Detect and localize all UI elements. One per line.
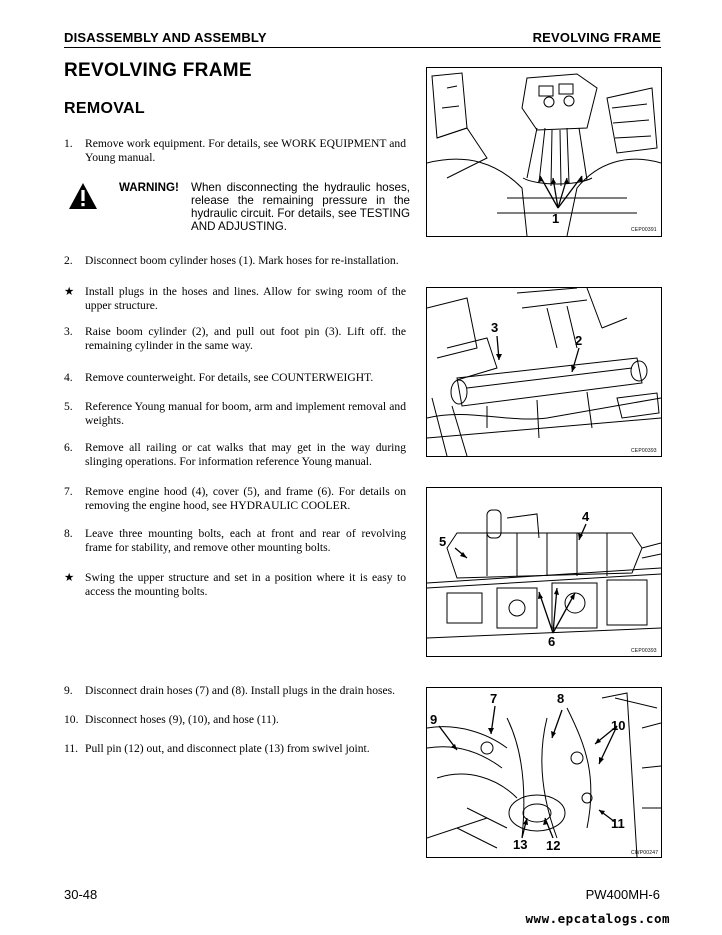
figure-code: CEP00391 (631, 227, 657, 233)
figure-callout: 1 (552, 211, 560, 226)
figure-swivel-joint (426, 687, 662, 858)
figure-illustration (427, 688, 661, 857)
figure-callout: 6 (548, 634, 556, 649)
step-text: Remove work equipment. For details, see WORK EQUIPMENT and Young manual. (85, 137, 406, 164)
step-text: Raise boom cylinder (2), and pull out foot pin (3). Lift off. the remaining cylinder in the same way. (85, 325, 406, 352)
step-number: 5. (64, 400, 73, 413)
page-title: REVOLVING FRAME (64, 60, 252, 81)
step-number: ★ (64, 285, 75, 298)
page-number: 30-48 (64, 887, 98, 902)
figure-callout: 11 (611, 816, 625, 831)
figure-callout: 5 (439, 534, 447, 549)
step-text: Swing the upper structure and set in a position where it is easy to access the mounting bolts. (85, 571, 406, 598)
figure-callout: 8 (557, 691, 565, 706)
figure-callout: 7 (490, 691, 498, 706)
step-item (64, 285, 406, 313)
figure-callout: 10 (611, 718, 626, 733)
figure-hose-connections (426, 67, 662, 237)
figure-code: CEP00393 (631, 448, 657, 454)
figure-boom-cylinder (426, 287, 662, 457)
warning-icon (68, 182, 98, 210)
step-item (64, 527, 406, 555)
step-item (64, 571, 406, 599)
figure-callout: 3 (491, 320, 499, 335)
warning-text: When disconnecting the hydraulic hoses, release the remaining pressure in the hydraulic circuit. For details, see TESTING AND ADJUSTING. (191, 181, 410, 233)
step-text: Install plugs in the hoses and lines. Allow for swing room of the upper structure. (85, 285, 406, 312)
figure-code: CWP00247 (631, 850, 659, 856)
step-item (64, 254, 406, 268)
step-number: 1. (64, 137, 73, 150)
figure-illustration (427, 288, 661, 456)
step-number: 6. (64, 441, 73, 454)
figure-callout: 13 (513, 837, 528, 852)
warning-block (64, 180, 410, 236)
header-topic: REVOLVING FRAME (532, 30, 661, 45)
step-item (64, 742, 406, 756)
step-text: Reference Young manual for boom, arm and implement removal and weights. (85, 400, 406, 427)
step-number: 11. (64, 742, 79, 755)
step-number: ★ (64, 571, 75, 584)
step-item (64, 713, 406, 727)
step-number: 9. (64, 684, 73, 697)
step-text: Disconnect drain hoses (7) and (8). Install plugs in the drain hoses. (85, 684, 396, 697)
step-text: Remove counterweight. For details, see COUNTERWEIGHT. (85, 371, 374, 384)
step-item (64, 137, 406, 165)
step-text: Disconnect boom cylinder hoses (1). Mark hoses for re-installation. (85, 254, 399, 267)
step-number: 4. (64, 371, 73, 384)
step-number: 3. (64, 325, 73, 338)
step-text: Remove engine hood (4), cover (5), and frame (6). For details on removing the engine hood, see HYDRAULIC COOLER. (85, 485, 406, 512)
figure-illustration (427, 488, 661, 656)
figure-callout: 12 (546, 838, 561, 853)
figure-illustration (427, 68, 661, 236)
step-text: Pull pin (12) out, and disconnect plate (13) from swivel joint. (85, 742, 370, 755)
step-item (64, 325, 406, 353)
section-subtitle: REMOVAL (64, 100, 145, 117)
step-text: Remove all railing or cat walks that may get in the way during slinging operations. For information reference Young manual. (85, 441, 406, 468)
step-number: 2. (64, 254, 73, 267)
step-item (64, 371, 406, 385)
figure-callout: 2 (575, 333, 583, 348)
model-number: PW400MH-6 (585, 887, 660, 902)
step-item (64, 684, 406, 698)
step-number: 8. (64, 527, 73, 540)
step-number: 10. (64, 713, 79, 726)
header-rule (64, 47, 661, 48)
page-header (64, 30, 661, 48)
step-number: 7. (64, 485, 73, 498)
step-item (64, 485, 406, 513)
figure-callout: 4 (582, 509, 590, 524)
step-text: Disconnect hoses (9), (10), and hose (11). (85, 713, 279, 726)
figure-code: CEP00393 (631, 648, 657, 654)
figure-callout: 9 (430, 712, 438, 727)
step-text: Leave three mounting bolts, each at front and rear of revolving frame for stability, and remove other mounting bolts. (85, 527, 406, 554)
watermark: www.epcatalogs.com (525, 911, 670, 926)
step-item (64, 400, 406, 428)
figure-engine-hood (426, 487, 662, 657)
header-section: DISASSEMBLY AND ASSEMBLY (64, 30, 267, 45)
warning-label: WARNING! (119, 181, 179, 194)
step-item (64, 441, 406, 469)
